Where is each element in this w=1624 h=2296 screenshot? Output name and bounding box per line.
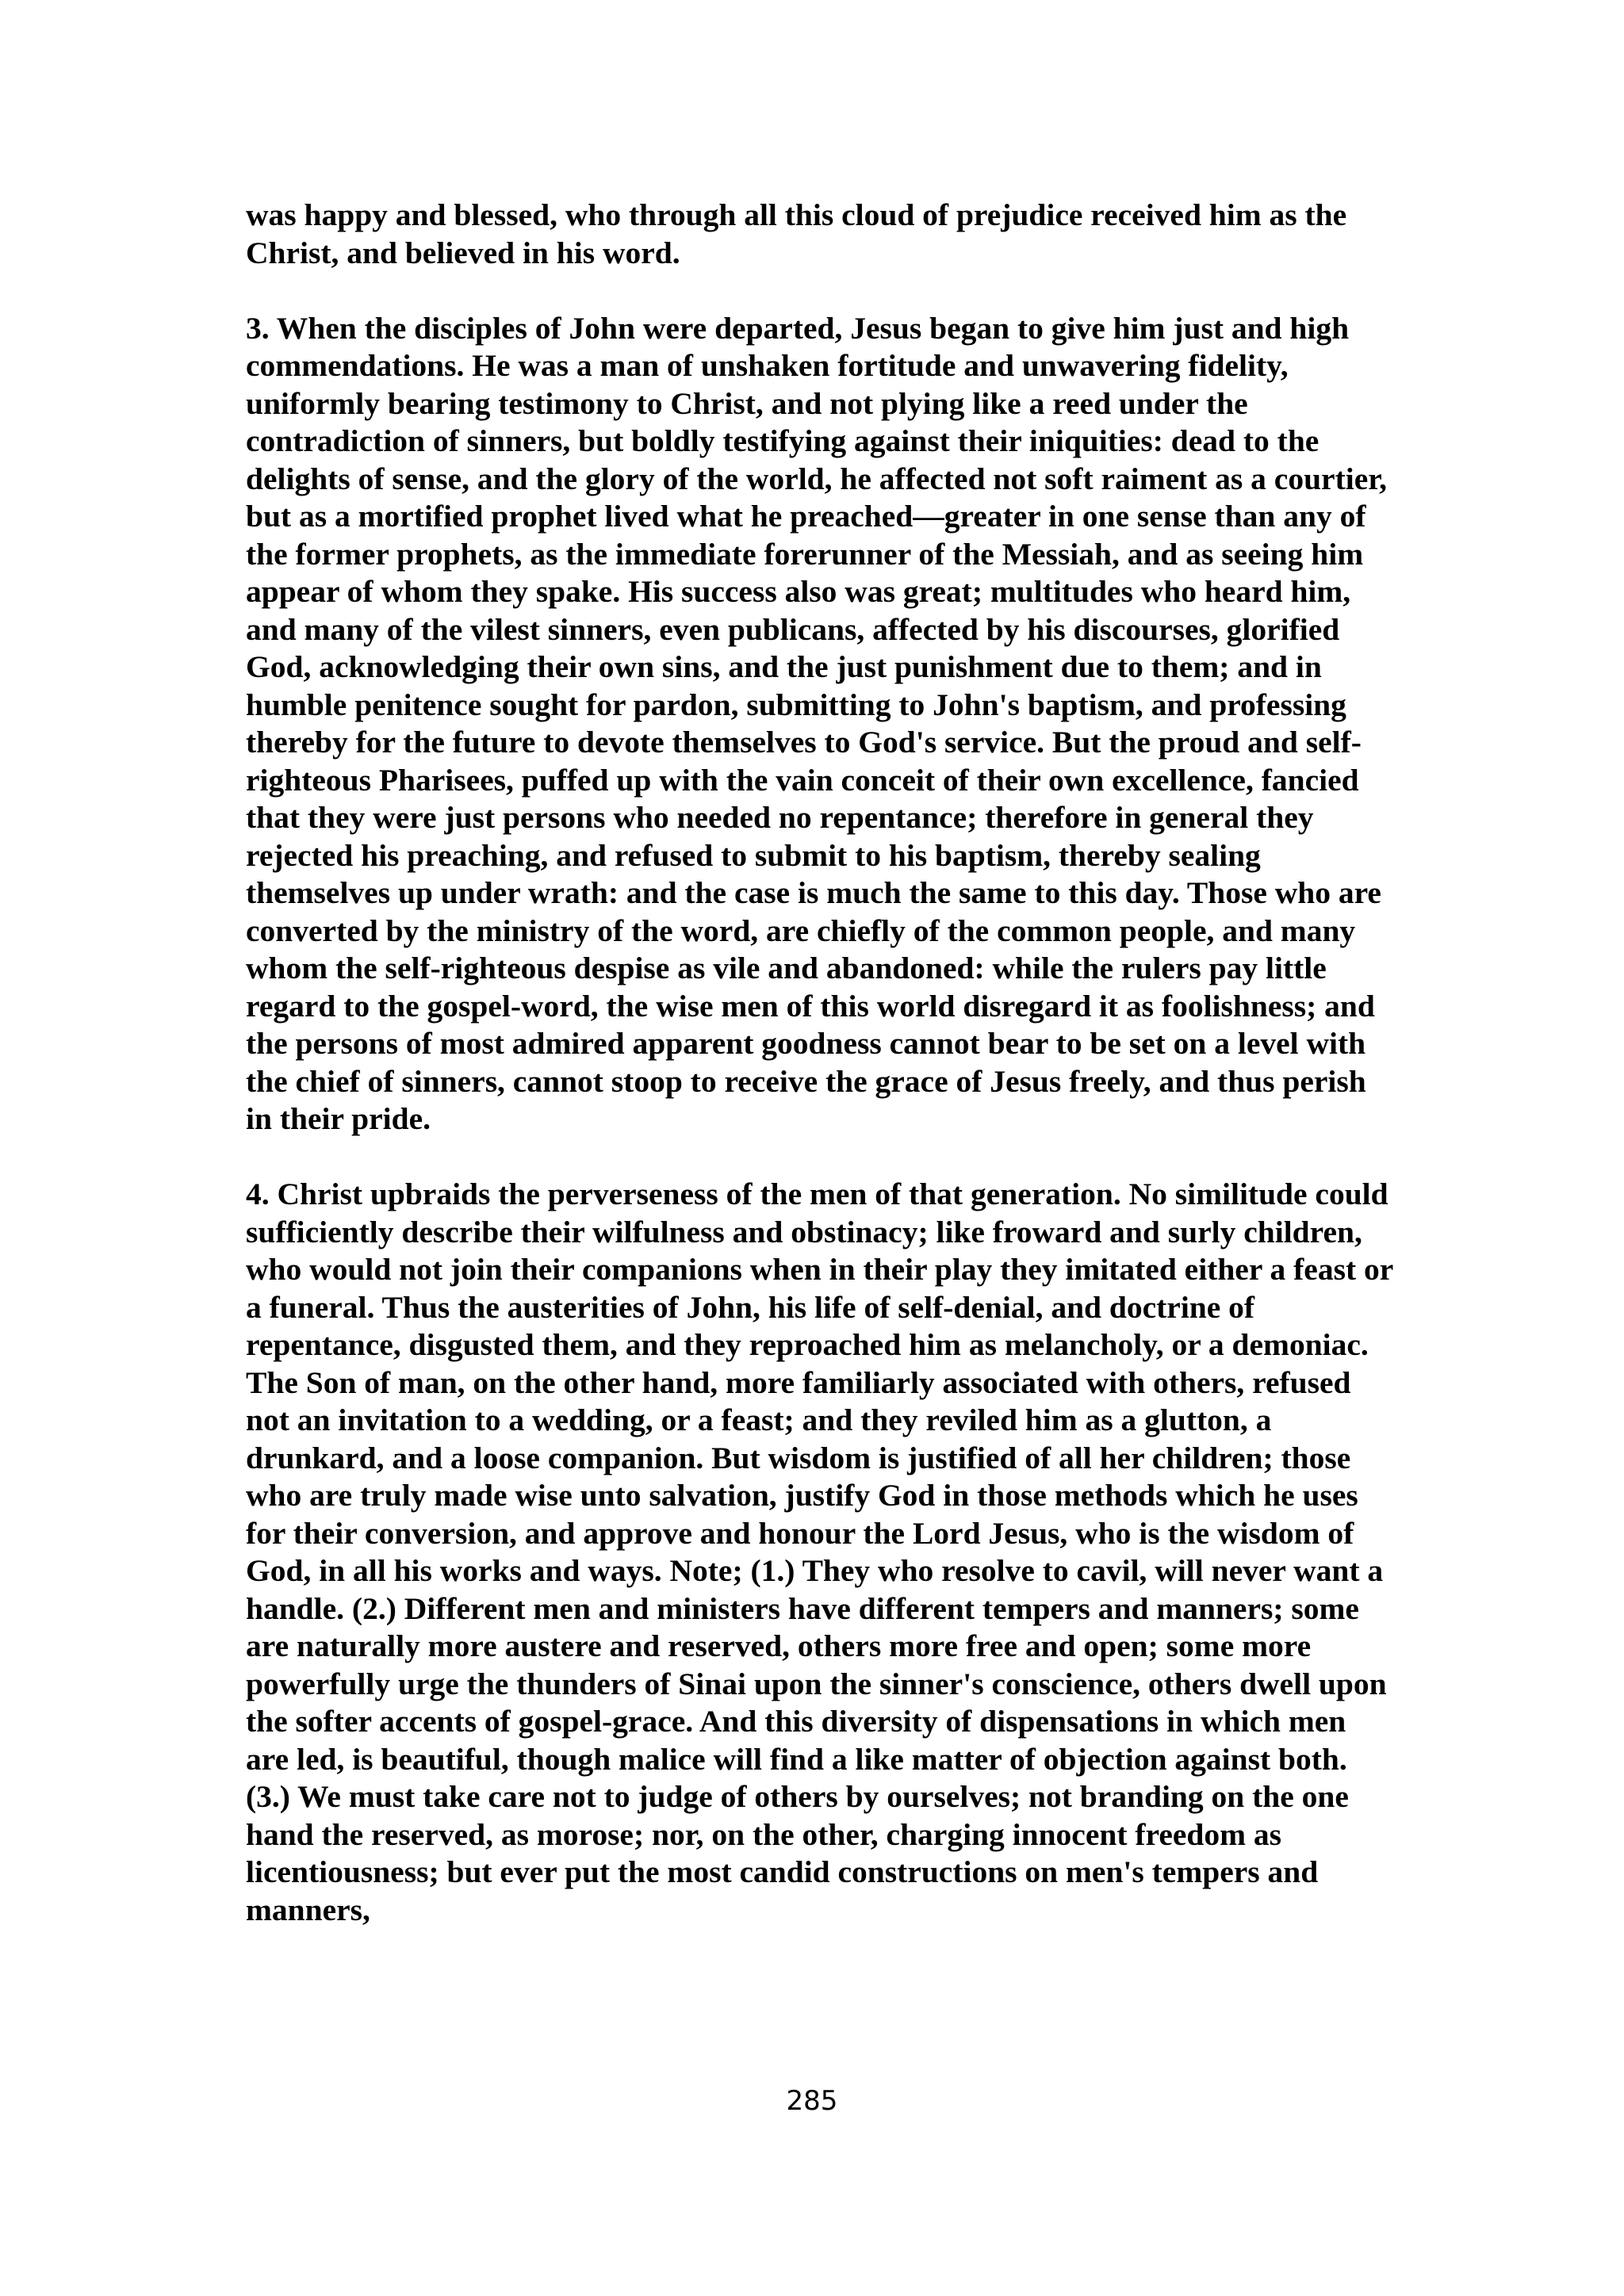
- page-body: [246, 197, 1396, 1929]
- paragraph-4: 4. Christ upbraids the perverseness of the men of that generation. No similitude could sufficiently describe their wilfulness and obstinacy; like froward and surly children, who would not join their companions when in their play they imitated either a feast or a funeral. Thus the austerities of John, his life of self-denial, and doctrine of repentance, disgusted them, and they reproached him as melancholy, or a demoniac. The Son of man, on the other hand, more familiarly associated with others, refused not an invitation to a wedding, or a feast; and they reviled him as a glutton, a drunkard, and a loose companion. But wisdom is justified of all her children; those who are truly made wise unto salvation, justify God in those methods which he uses for their conversion, and approve and honour the Lord Jesus, who is the wisdom of God, in all his works and ways. Note; (1.) They who resolve to cavil, will never want a handle. (2.) Different men and ministers have different tempers and manners; some are naturally more austere and reserved, others more free and open; some more powerfully urge the thunders of Sinai upon the sinner's conscience, others dwell upon the softer accents of gospel-grace. And this diversity of dispensations in which men are led, is beautiful, though malice will find a like matter of objection against both. (3.) We must take care not to judge of others by ourselves; not branding on the one hand the reserved, as morose; nor, on the other, charging innocent freedom as licentiousness; but ever put the most candid constructions on men's tempers and manners,: [246, 1177, 1393, 1927]
- paragraph-continuation: was happy and blessed, who through all this cloud of prejudice received him as the Christ, and believed in his word.: [246, 197, 1347, 270]
- paragraph-3: 3. When the disciples of John were departed, Jesus began to give him just and high commendations. He was a man of unshaken fortitude and unwavering fidelity, uniformly bearing testimony to Christ, and not plying like a reed under the contradiction of sinners, but boldly testifying against their iniquities: dead to the delights of sense, and the glory of the world, he affected not soft raiment as a courtier, but as a mortified prophet lived what he preached—greater in one sense than any of the former prophets, as the immediate forerunner of the Messiah, and as seeing him appear of whom they spake. His success also was great; multitudes who heard him, and many of the vilest sinners, even publicans, affected by his discourses, glorified God, acknowledging their own sins, and the just punishment due to them; and in humble penitence sought for pardon, submitting to John's baptism, and professing thereby for the future to devote themselves to God's service. But the proud and self-righteous Pharisees, puffed up with the vain conceit of their own excellence, fancied that they were just persons who needed no repentance; therefore in general they rejected his preaching, and refused to submit to his baptism, thereby sealing themselves up under wrath: and the case is much the same to this day. Those who are converted by the ministry of the word, are chiefly of the common people, and many whom the self-righteous despise as vile and abandoned: while the rulers pay little regard to the gospel-word, the wise men of this world disregard it as foolishness; and the persons of most admired apparent goodness cannot bear to be set on a level with the chief of sinners, cannot stoop to receive the grace of Jesus freely, and thus perish in their pride.: [246, 310, 1388, 1136]
- page-number: 285: [786, 2085, 838, 2117]
